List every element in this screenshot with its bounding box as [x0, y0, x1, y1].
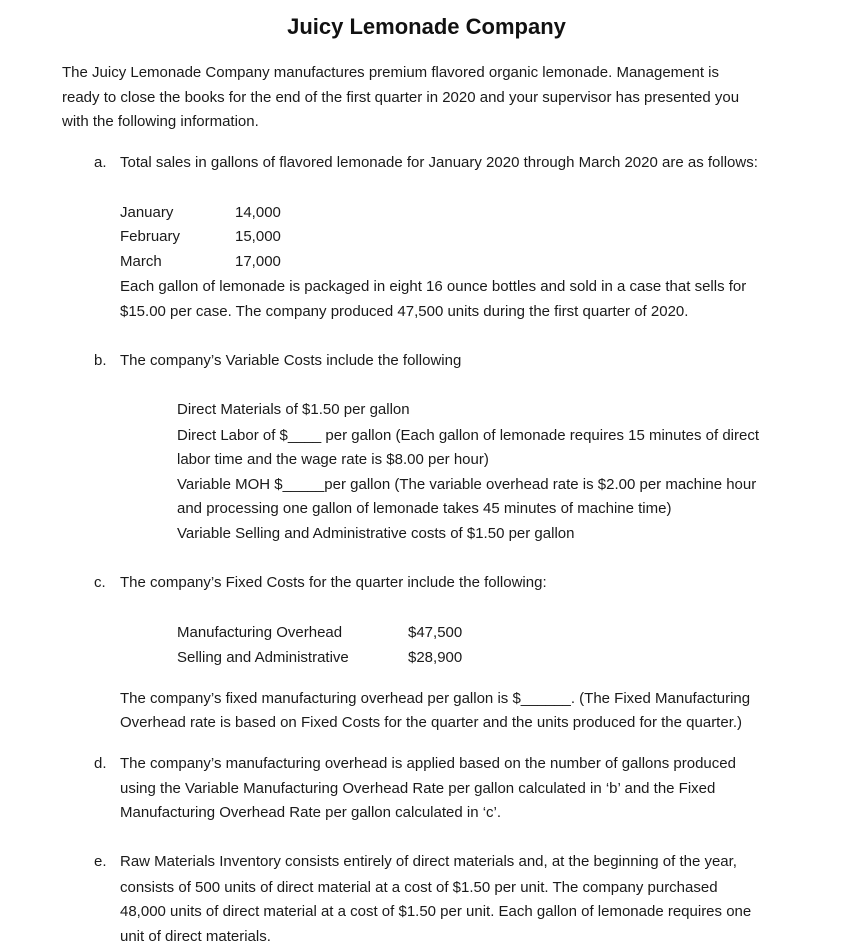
- section-c-marker: c.: [94, 574, 106, 591]
- section-e-line: 48,000 units of direct material at a cost of $1.50 per unit. Each gallon of lemonade requires one: [120, 903, 752, 920]
- section-e-marker: e.: [94, 853, 107, 870]
- variable-cost-line: and processing one gallon of lemonade takes 45 minutes of machine time): [177, 500, 672, 517]
- sales-gallons: 14,000: [235, 204, 281, 221]
- section-e-line: unit of direct materials.: [120, 928, 271, 945]
- section-c-note: Overhead rate is based on Fixed Costs for the quarter and the units produced for the quarter.): [120, 714, 743, 731]
- section-e-line: consists of 500 units of direct material at a cost of $1.50 per unit. The company purchased: [120, 879, 718, 896]
- variable-cost-line: Variable MOH $_____per gallon (The variable overhead rate is $2.00 per machine hour: [177, 476, 757, 493]
- section-a-heading: Total sales in gallons of flavored lemonade for January 2020 through March 2020 are as follows:: [120, 154, 758, 171]
- sales-month: January: [120, 204, 174, 221]
- section-d-line: The company’s manufacturing overhead is applied based on the number of gallons produced: [120, 755, 736, 772]
- section-e-line: Raw Materials Inventory consists entirely of direct materials and, at the beginning of the year,: [120, 853, 737, 870]
- variable-cost-line: Direct Labor of $____ per gallon (Each gallon of lemonade requires 15 minutes of direct: [177, 427, 760, 444]
- variable-cost-line: Variable Selling and Administrative costs of $1.50 per gallon: [177, 525, 575, 542]
- section-b-marker: b.: [94, 352, 107, 369]
- page-title: Juicy Lemonade Company: [287, 14, 566, 39]
- section-c-heading: The company’s Fixed Costs for the quarter include the following:: [120, 574, 547, 591]
- sales-gallons: 17,000: [235, 253, 281, 270]
- variable-cost-line: labor time and the wage rate is $8.00 per hour): [177, 451, 489, 468]
- intro-line: The Juicy Lemonade Company manufactures premium flavored organic lemonade. Management is: [62, 64, 720, 81]
- variable-cost-line: Direct Materials of $1.50 per gallon: [177, 401, 410, 418]
- fixed-cost-amount: $28,900: [408, 649, 463, 666]
- sales-gallons: 15,000: [235, 228, 281, 245]
- section-a-note: $15.00 per case. The company produced 47,500 units during the first quarter of 2020.: [120, 303, 689, 320]
- fixed-cost-label: Selling and Administrative: [177, 649, 349, 666]
- section-b-heading: The company’s Variable Costs include the following: [120, 352, 462, 369]
- section-a-note: Each gallon of lemonade is packaged in eight 16 ounce bottles and sold in a case that sells for: [120, 278, 747, 295]
- section-d-marker: d.: [94, 755, 107, 772]
- intro-line: ready to close the books for the end of the first quarter in 2020 and your supervisor has presented you: [62, 89, 740, 106]
- section-d-line: using the Variable Manufacturing Overhead Rate per gallon calculated in ‘b’ and the Fixed: [120, 780, 716, 797]
- section-c-note: The company’s fixed manufacturing overhead per gallon is $______. (The Fixed Manufacturing: [120, 690, 751, 707]
- sales-month: February: [120, 228, 181, 245]
- fixed-cost-amount: $47,500: [408, 624, 463, 641]
- section-d-line: Manufacturing Overhead Rate per gallon calculated in ‘c’.: [120, 804, 502, 821]
- sales-month: March: [120, 253, 162, 270]
- section-a-marker: a.: [94, 154, 107, 171]
- intro-line: with the following information.: [62, 113, 259, 130]
- fixed-cost-label: Manufacturing Overhead: [177, 624, 343, 641]
